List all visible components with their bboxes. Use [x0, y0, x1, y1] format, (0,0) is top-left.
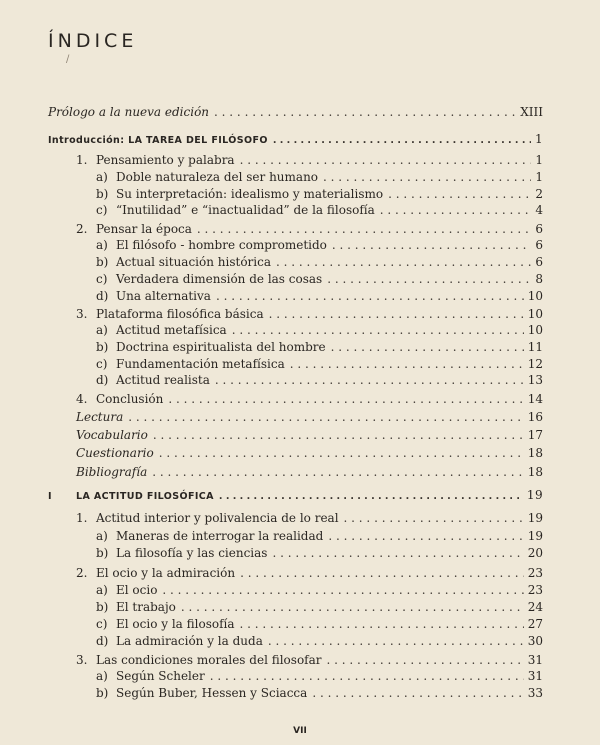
toc-entry-number: b) [96, 187, 109, 201]
toc-entry-page: 33 [527, 686, 543, 700]
toc-entry-number: 2. [76, 566, 88, 580]
toc-entry-number: b) [96, 600, 109, 614]
toc-entry-page: 31 [527, 653, 543, 667]
toc-entry [48, 131, 543, 148]
dot-leader [197, 221, 531, 238]
toc-entry-label: Lectura [76, 410, 124, 424]
toc-entry-page: 18 [527, 465, 543, 479]
dot-leader [268, 633, 524, 650]
pencil-mark: / [66, 54, 70, 65]
toc-entry-number: 1. [76, 153, 88, 167]
toc-entry-label: Prólogo a la nueva edición [48, 105, 210, 119]
dot-leader [216, 288, 524, 305]
toc-entry-page: 6 [535, 255, 543, 269]
toc-entry [76, 221, 543, 238]
toc-entry-page: 23 [527, 566, 543, 580]
toc-entry-number: 4. [76, 392, 88, 406]
toc-entry-label: Actitud metafísica [116, 323, 227, 337]
toc-entry [96, 633, 543, 650]
dot-leader [290, 356, 524, 373]
toc-entry-label: Conclusión [96, 392, 164, 406]
toc-entry-page: 12 [527, 357, 543, 371]
dot-leader [331, 339, 524, 356]
toc-entry-label: Bibliografía [76, 465, 148, 479]
toc-entry [96, 202, 543, 219]
toc-entry [96, 582, 543, 599]
toc-entry [48, 104, 543, 121]
page-title: ÍNDICE [48, 30, 138, 52]
dot-leader [159, 445, 524, 462]
dot-leader [128, 409, 523, 426]
toc-entry-number: 3. [76, 307, 88, 321]
toc-entry [96, 668, 543, 685]
dot-leader [219, 488, 523, 505]
toc-entry-label: El ocio y la admiración [96, 566, 236, 580]
toc-entry [76, 409, 543, 426]
toc-entry-number: c) [96, 617, 108, 631]
toc-entry [96, 254, 543, 271]
toc-entry-number: 3. [76, 653, 88, 667]
toc-entry-page: 23 [527, 583, 543, 597]
toc-entry [96, 599, 543, 616]
dot-leader [181, 599, 524, 616]
dot-leader [327, 271, 531, 288]
toc-entry [96, 186, 543, 203]
toc-entry-number: b) [96, 546, 109, 560]
toc-entry-label: Según Buber, Hessen y Sciacca [116, 686, 308, 700]
toc-entry-label: La filosofía y las ciencias [116, 546, 268, 560]
toc-entry-page: 6 [535, 222, 543, 236]
dot-leader [168, 391, 523, 408]
toc-entry-label: Su interpretación: idealismo y materialismo [116, 187, 384, 201]
toc-entry-page: XIII [520, 105, 543, 119]
dot-leader [388, 186, 531, 203]
toc-entry [76, 510, 543, 527]
toc-entry-number: b) [96, 686, 109, 700]
toc-entry-page: 1 [534, 132, 543, 146]
toc-entry [96, 271, 543, 288]
dot-leader [269, 306, 524, 323]
toc-entry-label: El ocio y la filosofía [116, 617, 235, 631]
dot-leader [273, 132, 531, 149]
dot-leader [344, 510, 524, 527]
dot-leader [214, 104, 516, 121]
toc-entry-label: Las condiciones morales del filosofar [96, 653, 322, 667]
toc-entry-page: 19 [526, 488, 543, 502]
toc-entry-page: 10 [527, 307, 543, 321]
toc-entry [76, 152, 543, 169]
toc-entry-number: a) [96, 669, 108, 683]
dot-leader [210, 668, 524, 685]
toc-entry-number: a) [96, 529, 108, 543]
toc-entry-page: 8 [535, 272, 543, 286]
toc-entry [96, 685, 543, 702]
toc-entry-page: 17 [527, 428, 543, 442]
toc-entry [96, 616, 543, 633]
dot-leader [327, 652, 524, 669]
toc-entry-number: c) [96, 357, 108, 371]
toc-entry-number: c) [96, 272, 108, 286]
dot-leader [323, 169, 531, 186]
toc-entry-number: d) [96, 634, 109, 648]
toc-entry [96, 288, 543, 305]
dot-leader [240, 152, 532, 169]
toc-entry-page: 16 [527, 410, 543, 424]
toc-entry-label: Maneras de interrogar la realidad [116, 529, 324, 543]
dot-leader [232, 322, 524, 339]
dot-leader [215, 372, 524, 389]
toc-entry-number: a) [96, 170, 108, 184]
toc-entry-label: Fundamentación metafísica [116, 357, 285, 371]
toc-entry-label: Actual situación histórica [116, 255, 271, 269]
toc-entry-number: 2. [76, 222, 88, 236]
toc-entry [76, 306, 543, 323]
toc-entry-page: 19 [527, 529, 543, 543]
toc-entry-page: 10 [527, 323, 543, 337]
toc-entry-label: LA ACTITUD FILOSÓFICA [76, 491, 214, 502]
toc-entry-number: d) [96, 373, 109, 387]
toc-entry-number: b) [96, 340, 109, 354]
toc-entry [96, 169, 543, 186]
toc-entry-number: 1. [76, 511, 88, 525]
toc-entry [76, 445, 543, 462]
toc-entry-label: Vocabulario [76, 428, 148, 442]
toc-entry-label: Verdadera dimensión de las cosas [116, 272, 323, 286]
toc-entry-page: 4 [535, 203, 543, 217]
toc-entry-label: El trabajo [116, 600, 176, 614]
toc-entry-page: 6 [535, 238, 543, 252]
toc-entry-page: 10 [527, 289, 543, 303]
toc-entry-number: a) [96, 238, 108, 252]
dot-leader [380, 202, 532, 219]
toc-entry-page: 11 [527, 340, 543, 354]
toc-entry-label: Plataforma filosófica básica [96, 307, 264, 321]
dot-leader [152, 464, 523, 481]
toc-entry-label: Actitud realista [116, 373, 210, 387]
toc-entry-page: 1 [535, 153, 543, 167]
toc-entry [96, 356, 543, 373]
toc-entry-label: Cuestionario [76, 446, 154, 460]
dot-leader [162, 582, 523, 599]
toc-entry-label: Actitud interior y polivalencia de lo real [96, 511, 339, 525]
dot-leader [240, 565, 524, 582]
toc-entry-number: c) [96, 203, 108, 217]
toc-entry-label: Doble naturaleza del ser humano [116, 170, 319, 184]
toc-entry [76, 565, 543, 582]
toc-entry [48, 487, 543, 504]
toc-entry [96, 237, 543, 254]
dot-leader [272, 545, 523, 562]
toc-entry [76, 464, 543, 481]
toc-entry-number: a) [96, 583, 108, 597]
dot-leader [240, 616, 524, 633]
dot-leader [153, 427, 524, 444]
toc-entry-label: Pensamiento y palabra [96, 153, 235, 167]
toc-entry-label: Doctrina espiritualista del hombre [116, 340, 326, 354]
toc-entry [96, 528, 543, 545]
toc-entry-page: 19 [527, 511, 543, 525]
toc-entry [76, 652, 543, 669]
toc-entry-label: “Inutilidad” e “inactualidad” de la filosofía [116, 203, 375, 217]
toc-entry-page: 27 [527, 617, 543, 631]
toc-entry-page: 2 [535, 187, 543, 201]
toc-entry-page: 30 [527, 634, 543, 648]
dot-leader [312, 685, 523, 702]
toc-entry-label: La admiración y la duda [116, 634, 263, 648]
toc-entry-label: El filósofo - hombre comprometido [116, 238, 327, 252]
toc-entry-number: a) [96, 323, 108, 337]
toc-entry-page: 20 [527, 546, 543, 560]
toc-entry-page: 24 [527, 600, 543, 614]
toc-entry-page: 1 [535, 170, 543, 184]
toc-entry [96, 339, 543, 356]
toc-entry-page: 14 [527, 392, 543, 406]
toc-entry-page: 31 [527, 669, 543, 683]
toc-entry [76, 427, 543, 444]
toc-entry-number: d) [96, 289, 109, 303]
toc-entry-page: 13 [527, 373, 543, 387]
toc-entry-number: b) [96, 255, 109, 269]
toc-entry [76, 391, 543, 408]
toc-entry [96, 545, 543, 562]
toc-entry-label: Según Scheler [116, 669, 205, 683]
toc-entry [96, 322, 543, 339]
toc-entry-label: Introducción: LA TAREA DEL FILÓSOFO [48, 135, 268, 146]
toc-entry-number: I [48, 491, 52, 502]
dot-leader [328, 528, 523, 545]
toc-entry [96, 372, 543, 389]
dot-leader [332, 237, 531, 254]
page-number: VII [293, 726, 307, 736]
toc-entry-label: Pensar la época [96, 222, 192, 236]
toc-entry-label: El ocio [116, 583, 158, 597]
toc-entry-page: 18 [527, 446, 543, 460]
dot-leader [276, 254, 531, 271]
toc-entry-label: Una alternativa [116, 289, 211, 303]
